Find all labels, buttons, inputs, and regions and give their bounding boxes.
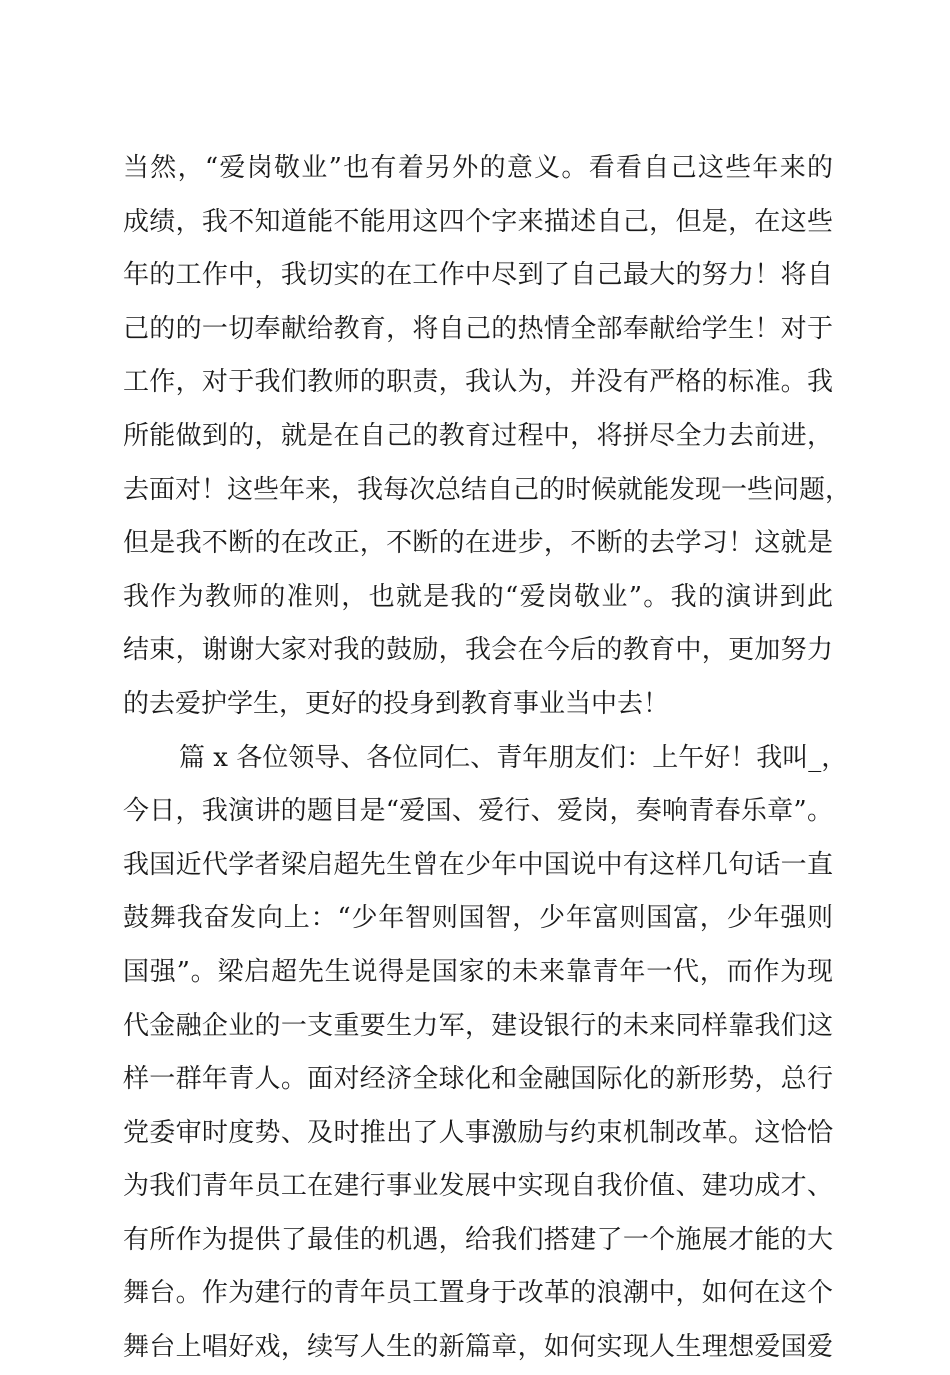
text-line: 有所作为提供了最佳的机遇，给我们搭建了一个施展才能的大 bbox=[123, 1224, 833, 1255]
text-line: 舞台上唱好戏，续写人生的新篇章，如何实现人生理想爱国爱 bbox=[123, 1332, 833, 1363]
text-line: 成绩，我不知道能不能用这四个字来描述自己，但是，在这些 bbox=[123, 206, 833, 237]
text-line: 我作为教师的准则，也就是我的“爱岗敬业”。我的演讲到此 bbox=[123, 581, 833, 612]
text-line: 所能做到的，就是在自己的教育过程中，将拼尽全力去前进， bbox=[123, 420, 833, 451]
text-line: 我国近代学者梁启超先生曾在少年中国说中有这样几句话一直 bbox=[123, 849, 833, 880]
text-line: 样一群年青人。面对经济全球化和金融国际化的新形势，总行 bbox=[123, 1064, 833, 1095]
text-line: 的去爱护学生，更好的投身到教育事业当中去！ bbox=[123, 688, 670, 719]
text-line: 鼓舞我奋发向上：“少年智则国智，少年富则国富，少年强则 bbox=[123, 903, 833, 934]
text-line: 年的工作中，我切实的在工作中尽到了自己最大的努力！将自 bbox=[123, 260, 833, 291]
text-line: 但是我不断的在改正，不断的在进步，不断的去学习！这就是 bbox=[123, 528, 833, 559]
paragraph-2 bbox=[123, 732, 848, 1375]
document-body bbox=[123, 142, 852, 1375]
text-line: 为我们青年员工在建行事业发展中实现自我价值、建功成才、 bbox=[123, 1171, 833, 1202]
text-line: 今日，我演讲的题目是“爱国、爱行、爱岗，奏响青春乐章”。 bbox=[123, 796, 833, 827]
text-line: 工作，对于我们教师的职责，我认为，并没有严格的标准。我 bbox=[123, 367, 833, 398]
text-line: 党委审时度势、及时推出了人事激励与约束机制改革。这恰恰 bbox=[123, 1117, 833, 1148]
text-line: 去面对！这些年来，我每次总结自己的时候就能发现一些问题， bbox=[123, 474, 852, 505]
text-line: 篇 x 各位领导、各位同仁、青年朋友们：上午好！我叫_， bbox=[179, 742, 848, 773]
text-line: 国强”。梁启超先生说得是国家的未来靠青年一代，而作为现 bbox=[123, 956, 833, 987]
text-line: 代金融企业的一支重要生力军，建设银行的未来同样靠我们这 bbox=[123, 1010, 833, 1041]
text-line: 当然，“爱岗敬业”也有着另外的意义。看看自己这些年来的 bbox=[123, 153, 833, 183]
text-line: 结束，谢谢大家对我的鼓励，我会在今后的教育中，更加努力 bbox=[123, 635, 833, 666]
text-line: 己的的一切奉献给教育，将自己的热情全部奉献给学生！对于 bbox=[123, 313, 833, 344]
text-line: 舞台。作为建行的青年员工置身于改革的浪潮中，如何在这个 bbox=[123, 1278, 833, 1309]
paragraph-1 bbox=[123, 142, 852, 732]
